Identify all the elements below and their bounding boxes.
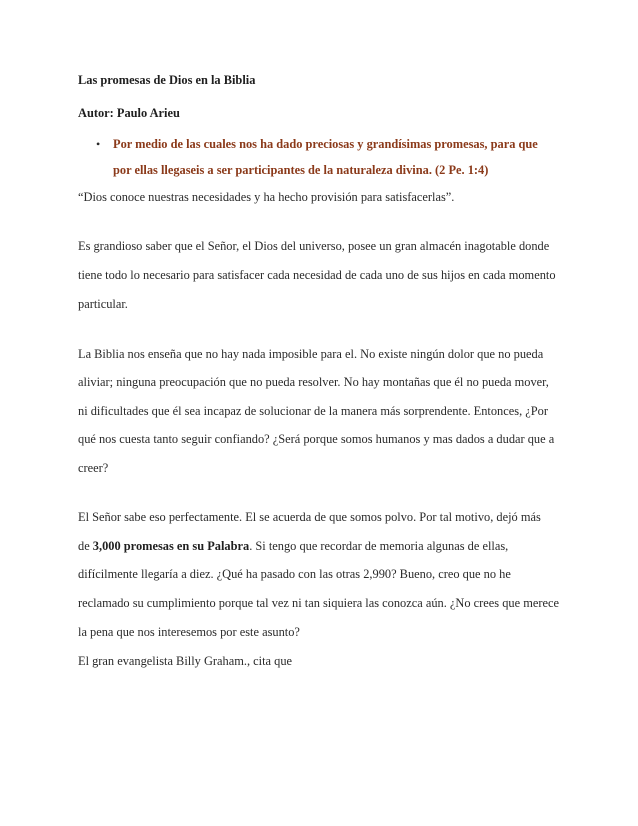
paragraph-2-line-2: aliviar; ninguna preocupación que no pueda resolver. No hay montañas que él no pueda mover, (78, 375, 549, 389)
paragraph-3-line-2-suffix: . Si tengo que recordar de memoria algunas de ellas, (249, 539, 509, 553)
paragraph-2-line-5: creer? (78, 461, 109, 475)
paragraph-1-line-2: tiene todo lo necesario para satisfacer cada necesidad de cada uno de sus hijos en cada momento (78, 268, 556, 282)
paragraph-2-line-3: ni dificultades que él sea incapaz de solucionar de la manera más sorprendente. Entonces, ¿Por (78, 404, 548, 418)
paragraph-3-line-1: El Señor sabe eso perfectamente. El se acuerda de que somos polvo. Por tal motivo, dejó más (78, 510, 541, 524)
document-title: Las promesas de Dios en la Biblia (78, 73, 256, 87)
paragraph-2-line-4: qué nos cuesta tanto seguir confiando? ¿Será porque somos humanos y mas dados a dudar que a (78, 432, 555, 446)
paragraph-3-line-2 (78, 538, 508, 554)
closing-line: El gran evangelista Billy Graham., cita que (78, 654, 293, 668)
promises-count-highlight: 3,000 promesas en su Palabra (92, 539, 250, 553)
paragraph-1-line-3: particular. (78, 297, 128, 311)
paragraph-3-line-4: reclamado su cumplimiento porque tal vez ni tan siquiera las conozca aún. ¿No crees que merece (78, 596, 559, 610)
paragraph-1-line-1: Es grandioso saber que el Señor, el Dios del universo, posee un gran almacén inagotable donde (78, 239, 550, 253)
verse-line-1: Por medio de las cuales nos ha dado preciosas y grandísimas promesas, para que (113, 137, 538, 151)
verse-line-2: por ellas llegaseis a ser participantes de la naturaleza divina. (2 Pe. 1:4) (113, 163, 489, 177)
quote-line: “Dios conoce nuestras necesidades y ha hecho provisión para satisfacerlas”. (78, 190, 455, 204)
paragraph-3-line-2-prefix: de (78, 539, 93, 553)
bullet-icon: • (96, 137, 101, 151)
document-author: Autor: Paulo Arieu (78, 106, 180, 120)
paragraph-2-line-1: La Biblia nos enseña que no hay nada imposible para el. No existe ningún dolor que no pueda (78, 347, 544, 361)
paragraph-3-line-5: la pena que nos interesemos por este asunto? (78, 625, 300, 639)
paragraph-3-line-3: difícilmente llegaría a diez. ¿Qué ha pasado con las otras 2,990? Bueno, creo que no he (78, 567, 511, 581)
